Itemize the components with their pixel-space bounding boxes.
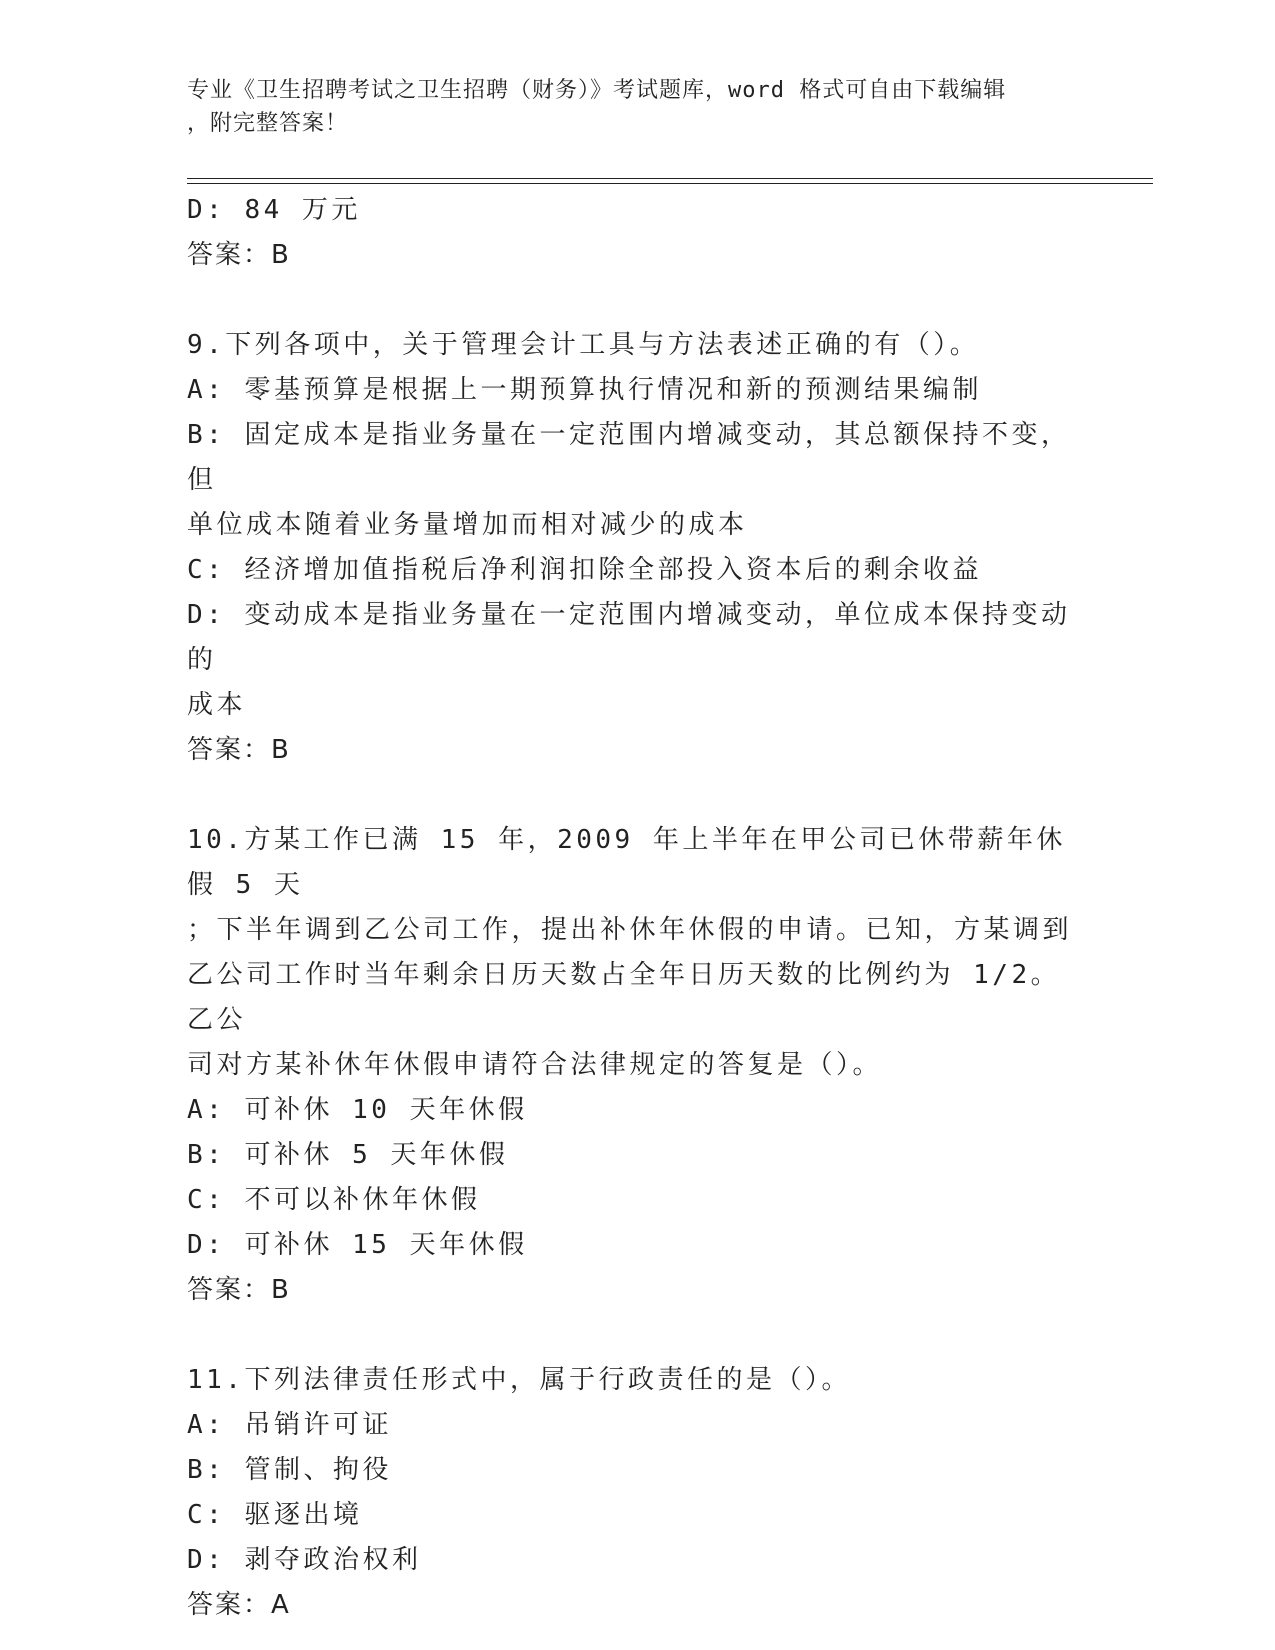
option-d: D: 可补休 15 天年休假 (187, 1230, 528, 1260)
option-b-line-1: B: 固定成本是指业务量在一定范围内增减变动，其总额保持不变，但 (187, 420, 1071, 495)
option-c: C: 驱逐出境 (187, 1500, 363, 1530)
question-stem: 11.下列法律责任形式中，属于行政责任的是（）。 (187, 1365, 851, 1395)
option-d: D: 剥夺政治权利 (187, 1545, 422, 1575)
option-a: A: 可补休 10 天年休假 (187, 1095, 528, 1125)
option-b-line-2: 单位成本随着业务量增加而相对减少的成本 (187, 510, 748, 540)
page-header (187, 74, 1067, 140)
option-b: B: 可补休 5 天年休假 (187, 1140, 509, 1170)
option-d-line-2: 成本 (187, 690, 247, 720)
question-8-tail (187, 188, 1077, 278)
answer: 答案：B (187, 1275, 291, 1305)
option-c: C: 经济增加值指税后净利润扣除全部投入资本后的剩余收益 (187, 555, 982, 585)
answer: 答案：B (187, 240, 291, 270)
question-10 (187, 818, 1077, 1313)
question-stem-line-4: 司对方某补休年休假申请符合法律规定的答复是（）。 (187, 1050, 883, 1080)
question-stem-line-3: 乙公司工作时当年剩余日历天数占全年日历天数的比例约为 1/2。乙公 (187, 960, 1061, 1035)
question-stem-line-1: 10.方某工作已满 15 年，2009 年上半年在甲公司已休带薪年休假 5 天 (187, 825, 1066, 900)
option-d: D: 84 万元 (187, 195, 361, 225)
option-c: C: 不可以补休年休假 (187, 1185, 481, 1215)
header-line-2: ，附完整答案！ (187, 111, 349, 136)
spacer (187, 278, 1077, 323)
question-11 (187, 1358, 1077, 1628)
option-d-line-1: D: 变动成本是指业务量在一定范围内增减变动，单位成本保持变动的 (187, 600, 1071, 675)
question-stem: 9.下列各项中，关于管理会计工具与方法表述正确的有（）。 (187, 330, 980, 360)
option-a: A: 零基预算是根据上一期预算执行情况和新的预测结果编制 (187, 375, 982, 405)
answer: 答案：B (187, 735, 291, 765)
question-stem-line-2: ；下半年调到乙公司工作，提出补休年休假的申请。已知，方某调到 (187, 915, 1073, 945)
answer: 答案：A (187, 1590, 291, 1620)
option-a: A: 吊销许可证 (187, 1410, 392, 1440)
header-line-1: 专业《卫生招聘考试之卫生招聘（财务）》考试题库，word 格式可自由下载编辑 (187, 78, 1007, 103)
question-list (187, 188, 1077, 1628)
header-rule-top (187, 178, 1153, 179)
header-rule-bottom (187, 183, 1153, 184)
spacer (187, 773, 1077, 818)
question-9 (187, 323, 1077, 773)
option-b: B: 管制、拘役 (187, 1455, 392, 1485)
spacer (187, 1313, 1077, 1358)
